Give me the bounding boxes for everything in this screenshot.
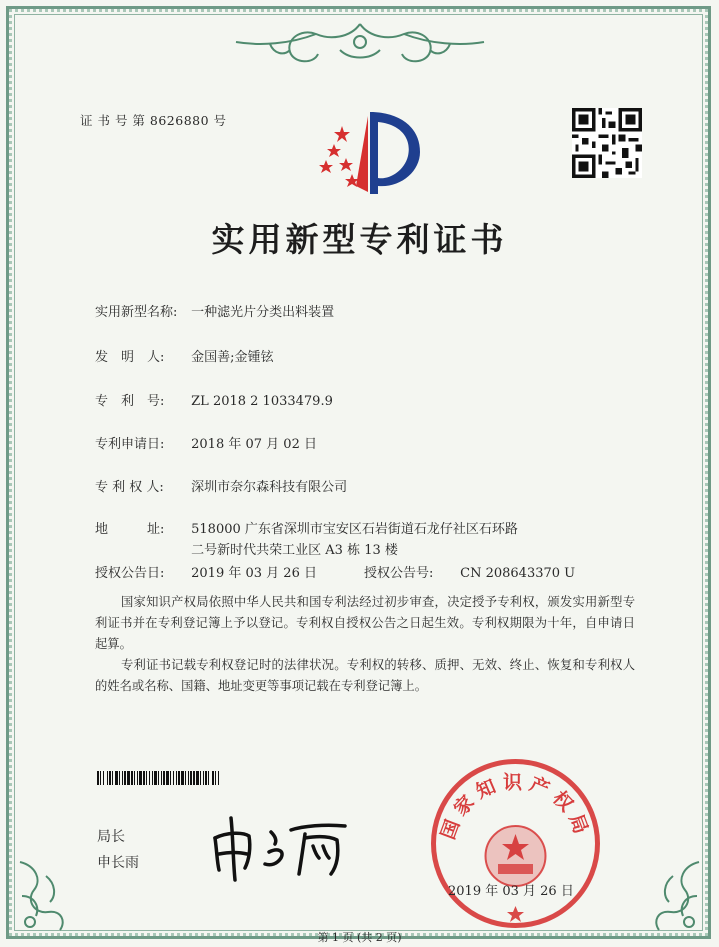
patentee-label: 专 利 权 人: (95, 480, 164, 495)
utility-model-name-value: 一种滤光片分类出料装置 (191, 305, 335, 320)
patent-number-row (95, 390, 333, 409)
seal-text: 国家知识产权局 (437, 771, 594, 843)
patentee-value: 深圳市奈尔森科技有限公司 (191, 480, 348, 495)
grant-statement-paragraph: 国家知识产权局依照中华人民共和国专利法经过初步审查，决定授予专利权，颁发实用新型专利证书并在专利登记簿上予以登记。专利权自授权公告之日起生效。专利权期限为十年，自申请日起算。 (95, 595, 635, 651)
bottom-right-ornament (633, 856, 703, 934)
document-title: 实用新型专利证书 (211, 220, 508, 259)
director-title: 局长 (97, 829, 125, 845)
grant-number-label: 授权公告号: (364, 566, 434, 581)
address-line-2: 二号新时代共荣工业区 A3 栋 13 楼 (191, 543, 398, 558)
application-date-label: 专利申请日: (95, 437, 165, 452)
bottom-left-ornament (16, 856, 86, 934)
legal-status-paragraph: 专利证书记载专利权登记时的法律状况。专利权的转移、质押、无效、终止、恢复和专利权人的姓名或名称、国籍、地址变更等事项记载在专利登记簿上。 (95, 658, 635, 693)
inventor-value: 金国善;金锺铉 (191, 350, 274, 365)
address-row-2 (95, 539, 398, 558)
seal-date: 2019 年 03 月 26 日 (448, 884, 574, 899)
grant-number-row (364, 562, 575, 581)
barcode (97, 771, 319, 785)
director-signature (205, 812, 370, 882)
inventor-label: 发 明 人: (95, 350, 165, 365)
patentee-row (95, 476, 347, 495)
address-line-1: 518000 广东省深圳市宝安区石岩街道石龙仔社区石环路 (191, 522, 518, 537)
grant-date-value: 2019 年 03 月 26 日 (191, 566, 317, 581)
grant-date-label: 授权公告日: (95, 566, 165, 581)
application-date-row (95, 433, 317, 452)
patent-number-label: 专 利 号: (95, 394, 165, 409)
page-number: 第 1 页 (共 2 页) (317, 931, 402, 944)
patent-number-value: ZL 2018 2 1033479.9 (191, 394, 333, 409)
utility-model-name-label: 实用新型名称: (95, 305, 178, 320)
certificate-number: 证 书 号 第 8626880 号 (80, 113, 227, 128)
official-seal (428, 756, 603, 931)
top-ornament (230, 20, 490, 76)
qr-code (572, 108, 642, 178)
address-label: 地 址: (95, 522, 165, 537)
address-row (95, 518, 518, 537)
inventor-row (95, 346, 274, 365)
application-date-value: 2018 年 07 月 02 日 (191, 437, 317, 452)
grant-number-value: CN 208643370 U (460, 566, 576, 581)
utility-model-name-row (95, 301, 334, 320)
patent-office-logo (312, 108, 422, 198)
grant-date-row (95, 562, 317, 581)
director-name: 申长雨 (97, 855, 139, 871)
